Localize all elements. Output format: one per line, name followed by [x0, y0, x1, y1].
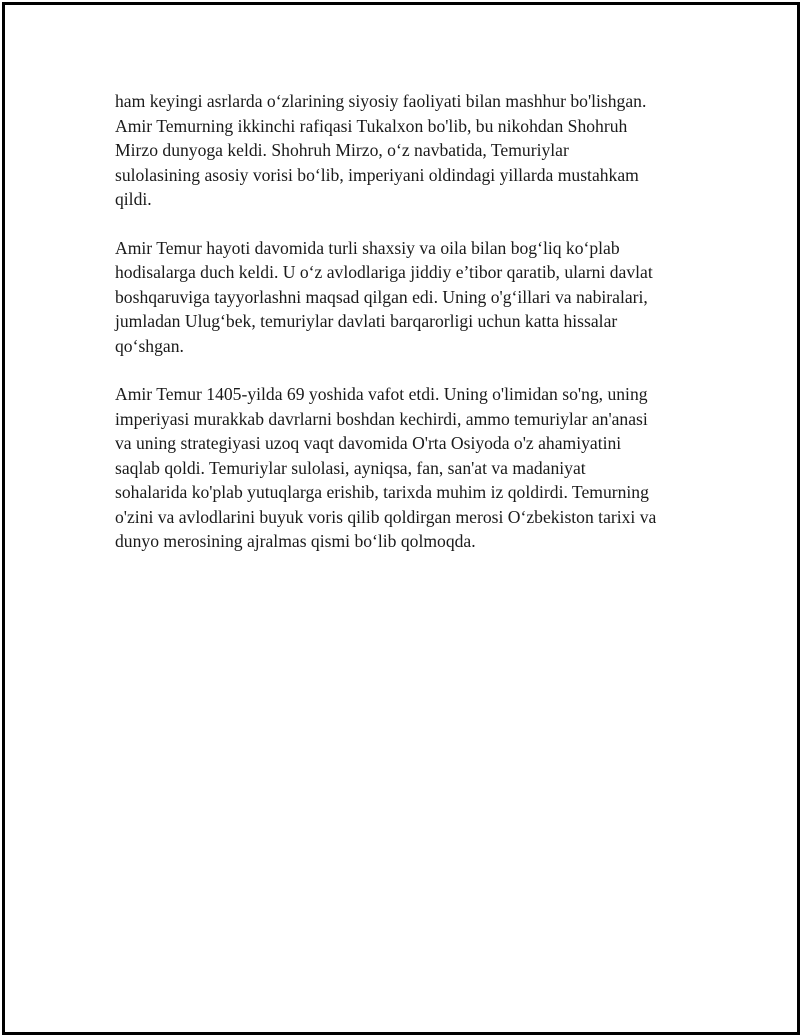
text-line: saqlab qoldi. Temuriylar sulolasi, ayniqsa, fan, san'at va madaniyat [115, 457, 586, 478]
text-line: dunyo merosining ajralmas qismi bo‘lib qolmoqda. [115, 531, 476, 551]
text-line: ham keyingi asrlarda o‘zlarining siyosiy faoliyati bilan mashhur bo'lishgan. [115, 91, 647, 111]
text-line: Amir Temur 1405-yilda 69 yoshida vafot etdi. Uning o'limidan so'ng, uning [115, 384, 648, 404]
paragraph-3 [115, 382, 695, 554]
text-line: sulolasining asosiy vorisi bo‘lib, imperiyani oldindagi yillarda mustahkam [115, 164, 639, 185]
text-line: qildi. [115, 189, 152, 209]
paragraph-1 [115, 89, 695, 212]
text-line: va uning strategiyasi uzoq vaqt davomida O'rta Osiyoda o'z ahamiyatini [115, 433, 622, 453]
text-line: o'zini va avlodlarini buyuk voris qilib qoldirgan merosi O‘zbekiston tarixi va [115, 506, 657, 527]
text-line: Mirzo dunyoga keldi. Shohruh Mirzo, o‘z navbatida, Temuriylar [115, 140, 569, 160]
text-line: jumladan Ulug‘bek, temuriylar davlati barqarorligi uchun katta hissalar [115, 311, 618, 331]
paragraph-2 [115, 236, 695, 359]
text-line: Amir Temurning ikkinchi rafiqasi Tukalxon bo'lib, bu nikohdan Shohruh [115, 115, 628, 136]
text-line: hodisalarga duch keldi. U o‘z avlodlariga jiddiy e’tibor qaratib, ularni davlat [115, 262, 653, 282]
text-line: imperiyasi murakkab davrlarni boshdan kechirdi, ammo temuriylar an'anasi [115, 408, 648, 429]
text-line: boshqaruviga tayyorlashni maqsad qilgan edi. Uning o'g‘illari va nabiralari, [115, 286, 648, 307]
document-body [115, 89, 695, 578]
text-line: Amir Temur hayoti davomida turli shaxsiy va oila bilan bog‘liq ko‘plab [115, 237, 620, 258]
text-line: qo‘shgan. [115, 335, 184, 356]
text-line: sohalarida ko'plab yutuqlarga erishib, tarixda muhim iz qoldirdi. Temurning [115, 482, 649, 502]
